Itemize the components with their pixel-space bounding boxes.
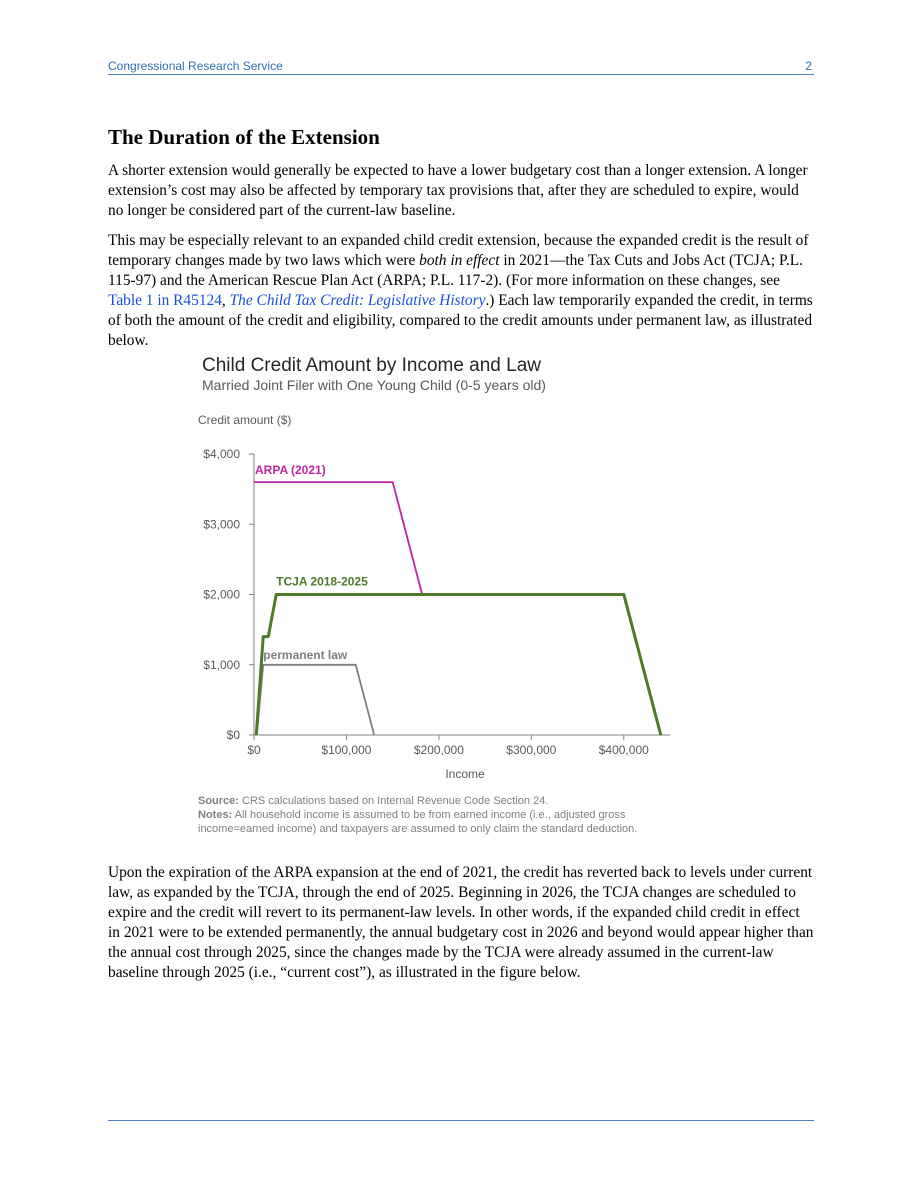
x-tick-label: $100,000: [321, 743, 372, 757]
section-heading: The Duration of the Extension: [108, 125, 380, 149]
chart-source: [198, 795, 548, 807]
chart-subtitle: Married Joint Filer with One Young Child (0-5 years old): [202, 377, 546, 393]
link-legislative-history-title: The Child Tax Credit: Legislative History: [229, 292, 486, 309]
y-tick-label: $0: [226, 728, 240, 742]
x-tick-label: $0: [247, 743, 261, 757]
footer-rule: [108, 1120, 814, 1121]
paragraph-2-separator: ,: [221, 292, 230, 309]
x-axis-title: Income: [445, 767, 485, 781]
series-label: permanent law: [263, 647, 348, 662]
series-layer: [254, 482, 661, 735]
x-tick-label: $300,000: [506, 743, 557, 757]
series-label: ARPA (2021): [255, 463, 326, 478]
series-label: TCJA 2018-2025: [276, 574, 368, 589]
notes-label: Notes:: [198, 809, 233, 821]
source-label: Source:: [198, 795, 239, 807]
running-header: [108, 58, 814, 75]
paragraph-2: [108, 231, 814, 351]
series-labels-layer: [255, 463, 368, 662]
paragraph-1: A shorter extension would generally be expected to have a lower budgetary cost than a longer extension. A longer extension’s cost may also be affected by temporary tax provisions that, after they are scheduled to expire, would no longer be considered part of the current-law baseline.: [108, 162, 808, 219]
series-line-arpa-2021: [254, 482, 661, 735]
chart-notes: [198, 809, 626, 821]
source-text: CRS calculations based on Internal Revenue Code Section 24.: [238, 795, 549, 807]
link-legislative-history[interactable]: [230, 292, 486, 309]
notes-line-1: All household income is assumed to be from earned income (i.e., adjusted gross: [232, 809, 626, 821]
paragraph-2-text-b: in 2021—the Tax Cuts and Jobs Act (TCJA; P.L. 115-97) and the American Rescue Plan Act (ARPA; P.L. 117-2). (For more information on these changes, see: [108, 252, 803, 289]
paragraph-2-text-c: .) Each law temporarily expanded the credit, in terms of both the amount of the credit and eligibility, compared to the credit amounts under permanent law, as illustrated below.: [108, 292, 813, 349]
chart-notes-line-2: income=earned income) and taxpayers are assumed to only claim the standard deduction.: [198, 823, 638, 835]
y-tick-label: $3,000: [203, 517, 240, 532]
series-line-permanent-law: [257, 665, 374, 735]
y-tick-label: $2,000: [203, 587, 240, 602]
paragraph-2-emphasis: both in effect: [419, 252, 500, 269]
x-tick-label: $400,000: [598, 743, 649, 757]
y-axis-title: Credit amount ($): [198, 413, 292, 427]
chart-title: Child Credit Amount by Income and Law: [202, 355, 542, 376]
header-organization: Congressional Research Service: [108, 59, 283, 73]
page-number: 2: [805, 59, 812, 73]
y-tick-label: $4,000: [203, 447, 240, 461]
paragraph-3: Upon the expiration of the ARPA expansion at the end of 2021, the credit has reverted back to levels under current law, as expanded by the TCJA, through the end of 2025. Beginning in 2026, the TCJA changes are scheduled to expire and the credit will revert to its permanent-law levels. In other words, if the expanded child credit in effect in 2021 were to be extended permanently, the annual budgetary cost in 2026 and beyond would appear higher than the annual cost through 2025, since the changes made by the TCJA were already assumed in the current-law baseline through 2025 (i.e., “current cost”), as illustrated in the figure below.: [108, 864, 814, 981]
paragraph-2-text-a: This may be especially relevant to an expanded child credit extension, because the expanded credit is the result of temporary changes made by two laws which were: [108, 232, 809, 269]
y-tick-label: $1,000: [203, 657, 240, 672]
link-table-1[interactable]: Table 1 in R45124: [108, 292, 222, 309]
x-tick-label: $200,000: [413, 743, 464, 757]
child-credit-chart: [190, 350, 710, 850]
